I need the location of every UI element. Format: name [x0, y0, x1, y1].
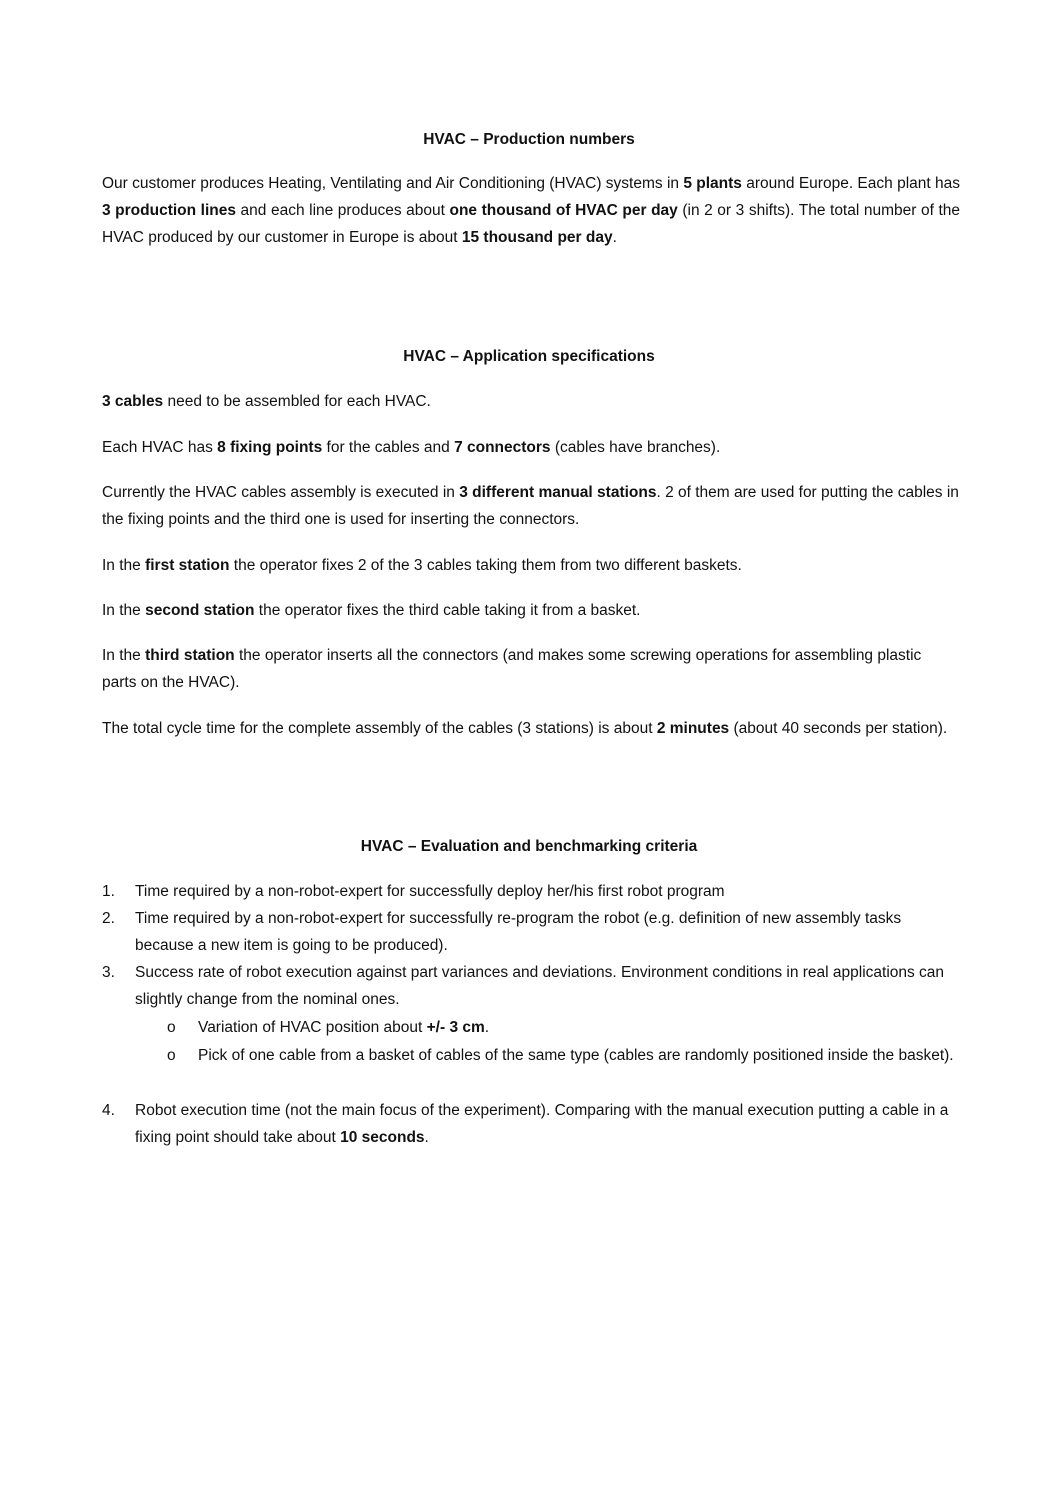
fixing-points-paragraph: Each HVAC has 8 fixing points for the cables and 7 connectors (cables have branches). [102, 439, 721, 456]
list-number: 1. [102, 883, 115, 900]
third-station-paragraph: In the third station the operator inserts all the connectors (and makes some screwing operations for assembling plastic parts on the HVAC). [102, 647, 922, 691]
cables-paragraph: 3 cables need to be assembled for each HVAC. [102, 393, 431, 410]
second-station-paragraph: In the second station the operator fixes the third cable taking it from a basket. [102, 602, 641, 619]
production-numbers-paragraph: Our customer produces Heating, Ventilating and Air Conditioning (HVAC) systems in 5 plants around Europe. Each plant has 3 production lines and each line produces about one thousand of HVAC per day (in 2 or 3 shifts). The total number of the HVAC produced by our customer in Europe is about 15 thousand per day. [102, 175, 961, 246]
bullet-o-icon: o [167, 1047, 176, 1064]
sub-item-text: Pick of one cable from a basket of cables of the same type (cables are randomly positioned inside the basket). [198, 1047, 954, 1064]
list-item-text: Robot execution time (not the main focus of the experiment). Comparing with the manual execution putting a cable in a fixing point should take about 10 seconds. [135, 1102, 949, 1146]
list-number: 4. [102, 1102, 115, 1119]
list-number: 3. [102, 964, 115, 981]
section-heading-application-specifications: HVAC – Application specifications [403, 348, 655, 365]
list-item-text: Time required by a non-robot-expert for successfully deploy her/his first robot program [135, 883, 725, 900]
sub-item-text: Variation of HVAC position about +/- 3 cm. [198, 1019, 490, 1036]
manual-stations-paragraph: Currently the HVAC cables assembly is executed in 3 different manual stations. 2 of them are used for putting the cables in the fixing points and the third one is used for inserting the connectors. [102, 484, 959, 528]
section-heading-production-numbers: HVAC – Production numbers [423, 131, 635, 148]
list-item-text: Success rate of robot execution against part variances and deviations. Environment conditions in real applications can slightly change from the nominal ones. [135, 964, 945, 1008]
first-station-paragraph: In the first station the operator fixes 2 of the 3 cables taking them from two different baskets. [102, 557, 742, 574]
section-heading-evaluation-criteria: HVAC – Evaluation and benchmarking criteria [360, 838, 698, 855]
cycle-time-paragraph: The total cycle time for the complete assembly of the cables (3 stations) is about 2 minutes (about 40 seconds per station). [102, 720, 948, 737]
list-item-text: Time required by a non-robot-expert for successfully re-program the robot (e.g. definition of new assembly tasks because a new item is going to be produced). [135, 910, 902, 954]
list-number: 2. [102, 910, 115, 927]
bullet-o-icon: o [167, 1019, 176, 1036]
